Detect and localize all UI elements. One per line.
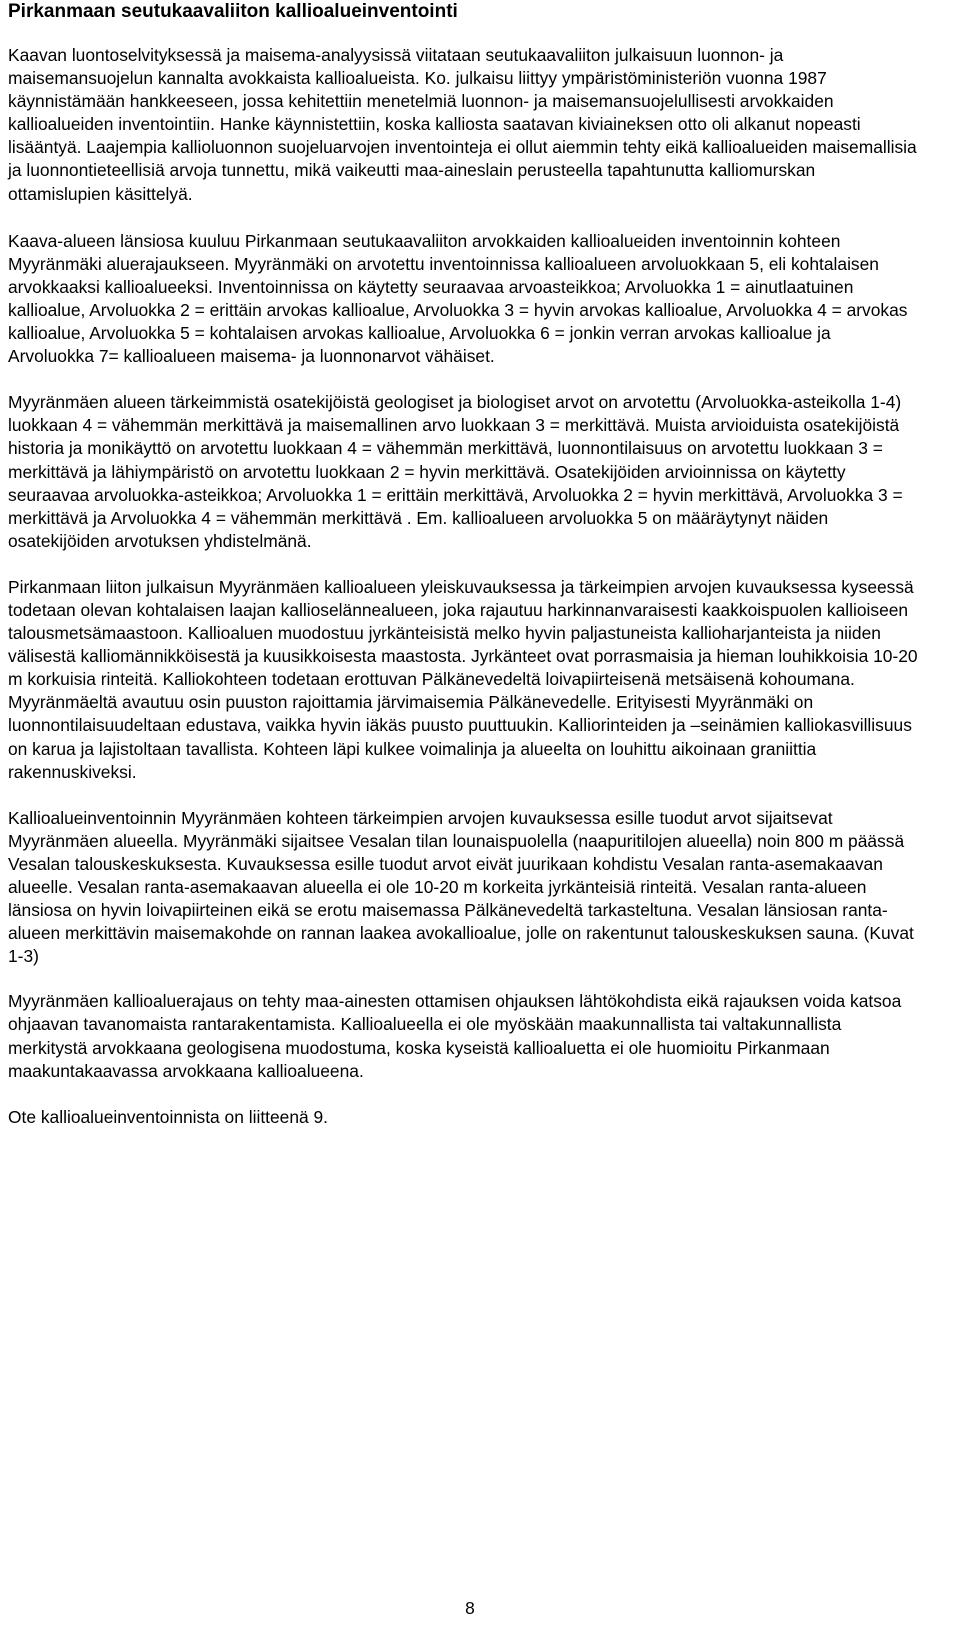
document-page [8,0,920,1129]
paragraph-1: Kaavan luontoselvityksessä ja maisema-analyysissä viitataan seutukaavaliiton julkaisuun luonnon- ja maisemansuojelun kannalta avokkaista kallioalueista. Ko. julkaisu liittyy ympäristöministeriön vuonna 1987 käynnistämään hankkeeseen, jossa kehitettiin menetelmiä luonnon- ja maisemansuojelullisesti arvokkaiden kallioalueiden inventointiin. Hanke käynnistettiin, koska kalliosta saatavan kiviaineksen otto oli alkanut nopeasti lisääntyä. Laajempia kallioluonnon suojeluarvojen inventointeja ei ollut aiemmin tehty eikä kallioalueiden maisemallisia ja luonnontieteellisiä arvoja tunnettu, mikä vaikeutti maa-aineslain perusteella tapahtunutta kalliomurskan ottamislupien käsittelyä. [8,45,917,204]
document-title: Pirkanmaan seutukaavaliiton kallioalueinventointi [8,1,458,22]
paragraph-7: Ote kallioalueinventoinnista on liitteenä 9. [8,1106,329,1127]
paragraph-5: Kallioalueinventoinnin Myyränmäen kohteen tärkeimpien arvojen kuvauksessa esille tuodut arvot sijaitsevat Myyränmäen alueella. Myyränmäki sijaitsee Vesalan tilan lounaispuolella (naapuritilojen alueella) noin 800 m päässä Vesalan talouskeskuksesta. Kuvauksessa esille tuodut arvot eivät juurikaan kohdistu Vesalan ranta-asemakaavan alueelle. Vesalan ranta-asemakaavan alueella ei ole 10-20 m korkeita jyrkänteisiä rinteitä. Vesalan ranta-alueen länsiosa on hyvin loivapiirteinen eikä se erotu maisemassa Pälkänevedeltä tarkasteltuna. Vesalan länsiosan ranta-alueen merkittävin maisemakohde on rannan laakea avokallioalue, jolle on rakentunut talouskeskuksen sauna. (Kuvat 1-3) [8,807,914,967]
paragraph-6: Myyränmäen kallioaluerajaus on tehty maa-ainesten ottamisen ohjauksen lähtökohdista eikä rajauksen voida katsoa ohjaavan tavanomaista rantarakentamista. Kallioalueella ei ole myöskään maakunnallista tai valtakunnallista merkitystä arvokkaana geologisena muodostuma, koska kyseistä kallioaluetta ei ole huomioitu Pirkanmaan maakuntakaavassa arvokkaana kallioalueena. [8,991,902,1081]
page-number: 8 [465,1598,475,1618]
paragraph-4: Pirkanmaan liiton julkaisun Myyränmäen kallioalueen yleiskuvauksessa ja tärkeimpien arvojen kuvauksessa kyseessä todetaan olevan kohtalaisen laajan kallioselännealueen, joka rajautuu harkinnanvaraisesti kaakkoispuolen kallioiseen talousmetsämaastoon. Kallioaluen muodostuu jyrkänteisistä melko hyvin paljastuneista kallioharjanteista ja niiden välisestä kalliomännikköisestä ja kuusikkoisesta maastosta. Jyrkänteet ovat porrasmaisia ja hieman louhikkoisia 10-20 m korkuisia rinteitä. Kalliokohteen todetaan erottuvan Pälkänevedeltä loivapiirteisenä metsäisenä kohoumana. Myyränmäeltä avautuu osin puuston rajoittamia järvimaisemia Pälkänevedelle. Erityisesti Myyränmäki on luonnontilaisuudeltaan edustava, vaikka hyvin iäkäs puusto puuttuukin. Kalliorinteiden ja –seinämien kalliokasvillisuus on karua ja lajistoltaan tavallista. Kohteen läpi kulkee voimalinja ja alueelta on louhittu aikoinaan graniittia rakennuskiveksi. [8,576,918,782]
paragraph-2: Kaava-alueen länsiosa kuuluu Pirkanmaan seutukaavaliiton arvokkaiden kallioalueiden inventoinnin kohteen Myyränmäki aluerajaukseen. Myyränmäki on arvotettu inventoinnissa kallioalueen arvoluokkaan 5, eli kohtalaisen arvokkaaksi kallioalueeksi. Inventoinnissa on käytetty seuraavaa arvoasteikkoa; Arvoluokka 1 = ainutlaatuinen kallioalue, Arvoluokka 2 = erittäin arvokas kallioalue, Arvoluokka 3 = hyvin arvokas kallioalue, Arvoluokka 4 = arvokas kallioalue, Arvoluokka 5 = kohtalaisen arvokas kallioalue, Arvoluokka 6 = jonkin verran arvokas kallioalue ja Arvoluokka 7= kallioalueen maisema- ja luonnonarvot vähäiset. [8,230,908,367]
paragraph-3: Myyränmäen alueen tärkeimmistä osatekijöistä geologiset ja biologiset arvot on arvotettu (Arvoluokka-asteikolla 1-4) luokkaan 4 = vähemmän merkittävä ja maisemallinen arvo luokkaan 3 = merkittävä. Muista arvioiduista osatekijöistä historia ja monikäyttö on arvotettu luokkaan 4 = vähemmän merkittävä, luonnontilaisuus on arvotettu luokkaan 3 = merkittävä ja lähiympäristö on arvotettu luokkaan 2 = hyvin merkittävä. Osatekijöiden arvioinnissa on käytetty seuraavaa arvoluokka-asteikkoa; Arvoluokka 1 = erittäin merkittävä, Arvoluokka 2 = hyvin merkittävä, Arvoluokka 3 = merkittävä ja Arvoluokka 4 = vähemmän merkittävä . Em. kallioalueen arvoluokka 5 on määräytynyt näiden osatekijöiden arvotuksen yhdistelmänä. [8,392,903,551]
